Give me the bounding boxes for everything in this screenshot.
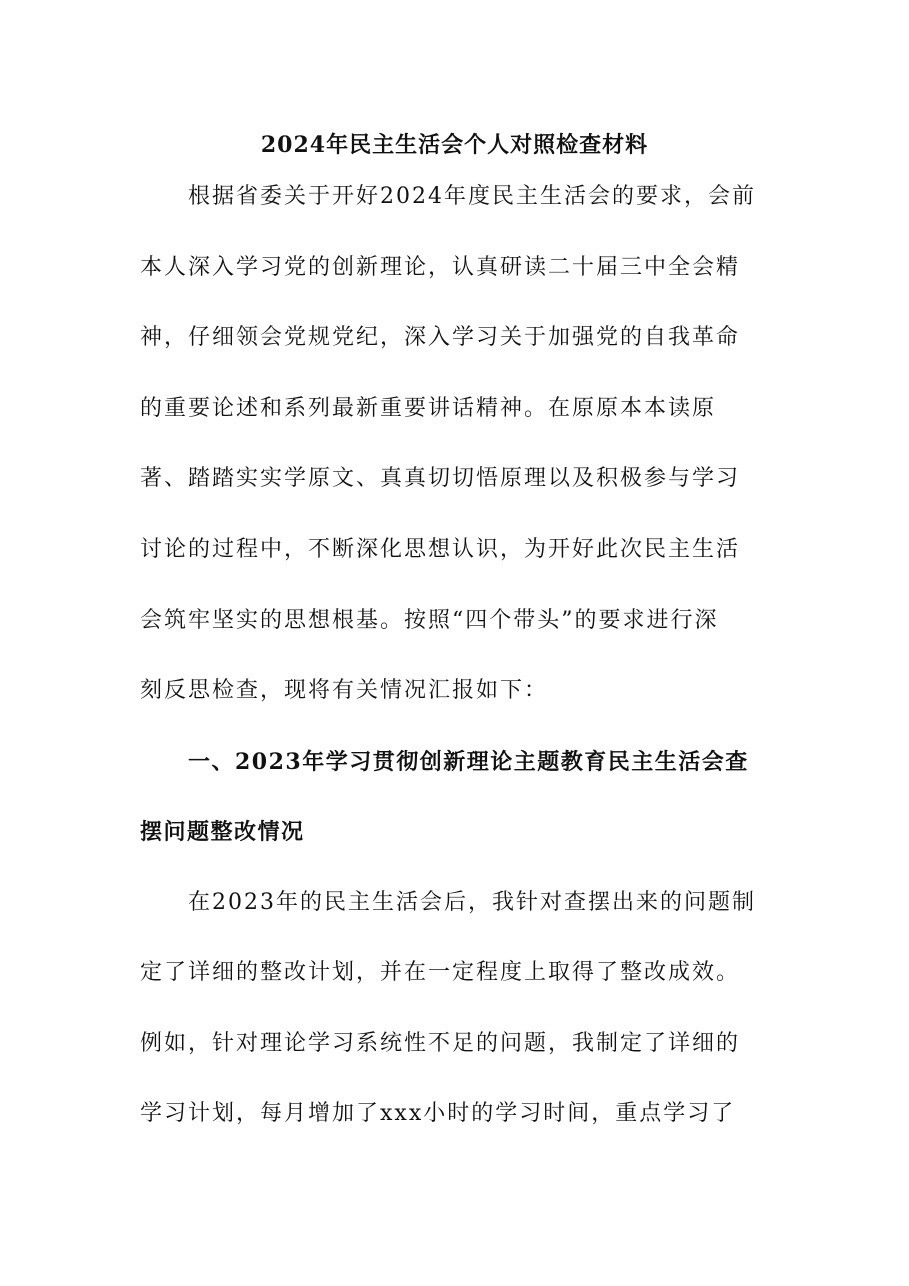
paragraph-line: 例如，针对理论学习系统性不足的问题，我制定了详细的 — [140, 1031, 741, 1056]
paragraph-line: 的重要论述和系列最新重要讲话精神。在原原本本读原 — [140, 396, 717, 421]
paragraph-line: 著、踏踏实实学原文、真真切切悟原理以及积极参与学习 — [140, 466, 741, 491]
paragraph-line: 本人深入学习党的创新理论，认真研读二十届三中全会精 — [140, 255, 741, 280]
section-heading-line: 一、2023年学习贯彻创新理论主题教育民主生活会查 — [188, 749, 749, 775]
paragraph-line: 根据省委关于开好2024年度民主生活会的要求，会前 — [188, 184, 756, 209]
paragraph-line: 在2023年的民主生活会后，我针对查摆出来的问题制 — [188, 890, 756, 915]
paragraph-line: 会筑牢坚实的思想根基。按照“四个带头”的要求进行深 — [140, 608, 719, 633]
document-title: 2024年民主生活会个人对照检查材料 — [260, 132, 649, 158]
section-heading-line: 摆问题整改情况 — [140, 819, 305, 845]
paragraph-line: 神，仔细领会党规党纪，深入学习关于加强党的自我革命 — [140, 325, 741, 350]
paragraph-line: 学习计划，每月增加了xxx小时的学习时间，重点学习了 — [140, 1101, 736, 1126]
paragraph-line: 刻反思检查，现将有关情况汇报如下： — [140, 678, 549, 703]
paragraph-line: 讨论的过程中，不断深化思想认识，为开好此次民主生活 — [140, 537, 741, 562]
paragraph-line: 定了详细的整改计划，并在一定程度上取得了整改成效。 — [140, 960, 741, 985]
